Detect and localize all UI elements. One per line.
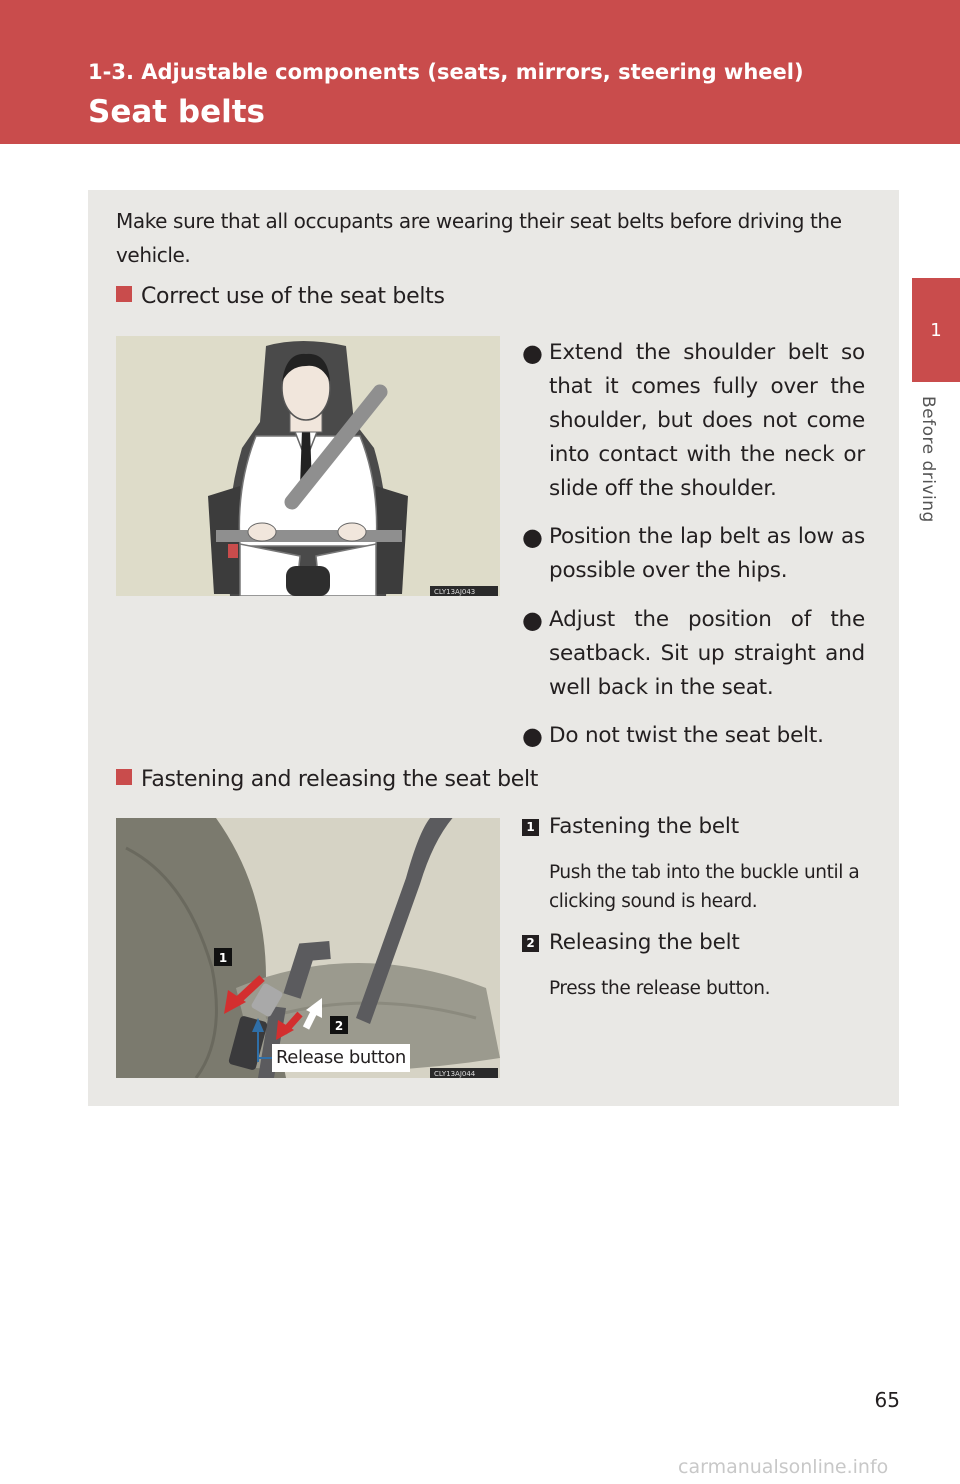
bullet-item: [522, 336, 865, 506]
bullet-dot-icon: ●: [522, 523, 543, 551]
bullet-item: [522, 719, 865, 753]
step-item: [522, 928, 865, 958]
section-title: 1-3. Adjustable components (seats, mirrors, steering wheel): [88, 60, 804, 84]
correct-use-heading: [116, 284, 445, 309]
step-description: Push the tab into the buckle until a clicking sound is heard.: [549, 862, 860, 912]
fastening-heading-text: Fastening and releasing the seat belt: [141, 767, 539, 792]
watermark[interactable]: carmanualsonline.info: [678, 1456, 889, 1478]
bullet-item: [522, 603, 865, 705]
heading-square-icon: [116, 769, 132, 785]
figure-code-1: CLY13AJ043: [434, 588, 476, 596]
seated-occupant-illustration: [116, 336, 500, 596]
step-number-icon: 1: [522, 819, 539, 836]
chapter-number: 1: [930, 319, 942, 341]
figure-code-2: CLY13AJ044: [434, 1070, 476, 1078]
buckle-illustration: [116, 818, 500, 1078]
step-title: Fastening the belt: [549, 814, 739, 839]
callout-2: 2: [334, 1019, 344, 1033]
step-title: Releasing the belt: [549, 930, 740, 955]
chapter-label: Before driving: [918, 396, 938, 523]
bullet-text: Extend the shoulder belt so that it comes fully over the shoulder, but does not come into contact with the neck or slide off the shoulder.: [549, 340, 865, 501]
bullet-dot-icon: ●: [522, 339, 543, 367]
page-title: Seat belts: [88, 94, 265, 130]
fastening-heading: [116, 767, 538, 792]
page-number: 65: [874, 1388, 900, 1412]
bullet-dot-icon: ●: [522, 722, 543, 750]
bullet-dot-icon: ●: [522, 606, 543, 634]
release-button-label: Release button: [272, 1044, 410, 1072]
callout-1: 1: [218, 951, 228, 965]
chapter-tab[interactable]: [912, 278, 960, 382]
step-number-icon: 2: [522, 935, 539, 952]
correct-use-heading-text: Correct use of the seat belts: [141, 284, 445, 309]
bullet-text: Position the lap belt as low as possible over the hips.: [549, 524, 865, 583]
heading-square-icon: [116, 286, 132, 302]
intro-text: Make sure that all occupants are wearing their seat belts before driving the vehicle.: [116, 209, 842, 267]
bullet-text: Do not twist the seat belt.: [549, 723, 824, 748]
bullet-item: [522, 520, 865, 588]
bullet-text: Adjust the position of the seatback. Sit up straight and well back in the seat.: [549, 607, 865, 700]
step-description: Press the release button.: [549, 978, 771, 999]
step-item: [522, 812, 865, 842]
